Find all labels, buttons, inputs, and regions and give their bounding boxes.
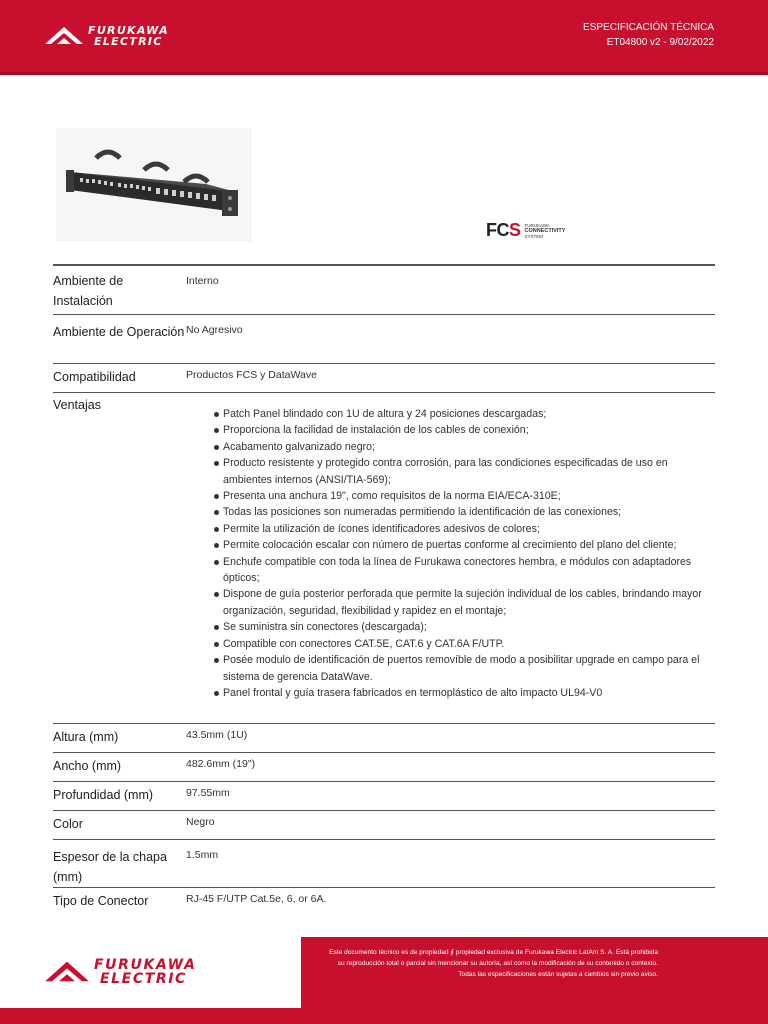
spec-label: Ancho (mm) — [53, 759, 122, 773]
spec-label: Espesor de la chapa (mm) — [53, 850, 167, 884]
table-row — [53, 266, 715, 315]
spec-label: Ventajas — [53, 398, 101, 412]
footer-bar — [0, 1008, 768, 1024]
table-row — [53, 753, 715, 782]
spec-value: Productos FCS y DataWave — [186, 369, 317, 381]
spec-value: 43.5mm (1U) — [186, 729, 248, 741]
document-meta — [583, 20, 714, 50]
fcs-logo — [486, 220, 565, 241]
brand-name-line2: ELECTRIC — [94, 35, 163, 48]
furukawa-logo-footer — [44, 958, 197, 986]
spec-value: 482.6mm (19") — [186, 758, 256, 770]
list-item: Se suministra sin conectores (descargada); — [210, 619, 715, 635]
table-row — [53, 811, 715, 840]
list-item: Permite colocación escalar con número de puertas conforme al crecimiento del plano del cliente; — [210, 537, 715, 553]
list-item: Posée modulo de identificación de puertos removíble de modo a posibilitar upgrade en campo para el sistema de gerencia DataWave. — [210, 652, 715, 685]
list-item: Proporciona la facilidad de instalación de los cables de conexión; — [210, 422, 715, 438]
table-row — [53, 364, 715, 393]
list-item: Dispone de guía posterior perforada que permite la sujeción individual de los cables, brindando mayor organización, seguridad, flexibilidad y rapidez en el montaje; — [210, 586, 715, 619]
document-code: ET04800 v2 - 9/02/2022 — [606, 37, 714, 48]
footer-disclaimer: Este documento técnico es de propiedad ∮ propiedad exclusiva de Furukawa Electric LatAm S. A. Está prohibida su reproducción total o parcial sin mencionar su autoría, así como la modificación de su contenido o contexto. Todas las especificaciones están sujetas a cambios sin previo aviso. — [329, 949, 658, 978]
brand-name-line1: FURUKAWA — [88, 24, 169, 37]
list-item: Panel frontal y guía trasera fabricados en termoplástico de alto impacto UL94-V0 — [210, 685, 715, 701]
brand-name-line2: ELECTRIC — [100, 971, 187, 987]
spec-label: Ambiente de Instalación — [53, 274, 124, 308]
furukawa-roof-icon — [44, 24, 84, 48]
spec-table — [53, 264, 715, 917]
fcs-letters-dark: FC — [486, 220, 509, 240]
brand-name-line1: FURUKAWA — [94, 957, 197, 973]
spec-value: 97.55mm — [186, 787, 230, 799]
table-row — [53, 782, 715, 811]
spec-label: Compatibilidad — [53, 370, 136, 384]
table-row — [53, 315, 715, 364]
spec-value: RJ-45 F/UTP Cat.5e, 6, or 6A. — [186, 893, 327, 905]
list-item: Producto resistente y protegido contra corrosión, para las condiciones especificadas de uso en ambientes internos (ANSI/TIA-569); — [210, 455, 715, 488]
list-item: Enchufe compatible con toda la línea de Furukawa conectores hembra, e módulos con adaptadores ópticos; — [210, 554, 715, 587]
spec-label: Altura (mm) — [53, 730, 119, 744]
furukawa-roof-icon — [44, 958, 90, 986]
spec-label: Color — [53, 817, 83, 831]
table-row — [53, 888, 715, 917]
spec-label: Profundidad (mm) — [53, 788, 154, 802]
furukawa-logo — [44, 24, 169, 48]
spec-value: Interno — [186, 275, 219, 287]
spec-value: Negro — [186, 816, 215, 828]
spec-value: No Agresivo — [186, 324, 243, 336]
fcs-sub-3: SYSTEM — [524, 233, 544, 239]
spec-value: 1.5mm — [186, 849, 219, 861]
patch-panel-image — [56, 128, 252, 242]
table-row — [53, 724, 715, 753]
advantages-list — [186, 406, 715, 701]
list-item: Acabamento galvanizado negro; — [210, 439, 715, 455]
table-row — [53, 840, 715, 888]
list-item: Presenta una anchura 19", como requisitos de la norma EIA/ECA-310E; — [210, 488, 715, 504]
fcs-sub-2: CONNECTIVITY — [524, 227, 566, 234]
fcs-letters-red: S — [509, 220, 521, 240]
page-header — [0, 0, 768, 72]
list-item: Permite la utilización de ícones identificadores adesivos de colores; — [210, 521, 715, 537]
spec-label: Ambiente de Operación — [53, 325, 185, 339]
table-row — [53, 393, 715, 724]
list-item: Patch Panel blindado con 1U de altura y 24 posiciones descargadas; — [210, 406, 715, 422]
fcs-sub-1: FURUKAWA — [524, 222, 550, 228]
document-type: ESPECIFICACIÓN TÉCNICA — [583, 22, 714, 33]
list-item: Todas las posiciones son numeradas permitiendo la identificación de las conexiones; — [210, 504, 715, 520]
list-item: Compatible con conectores CAT.5E, CAT.6 y CAT.6A F/UTP. — [210, 636, 715, 652]
spec-label: Tipo de Conector — [53, 894, 149, 908]
